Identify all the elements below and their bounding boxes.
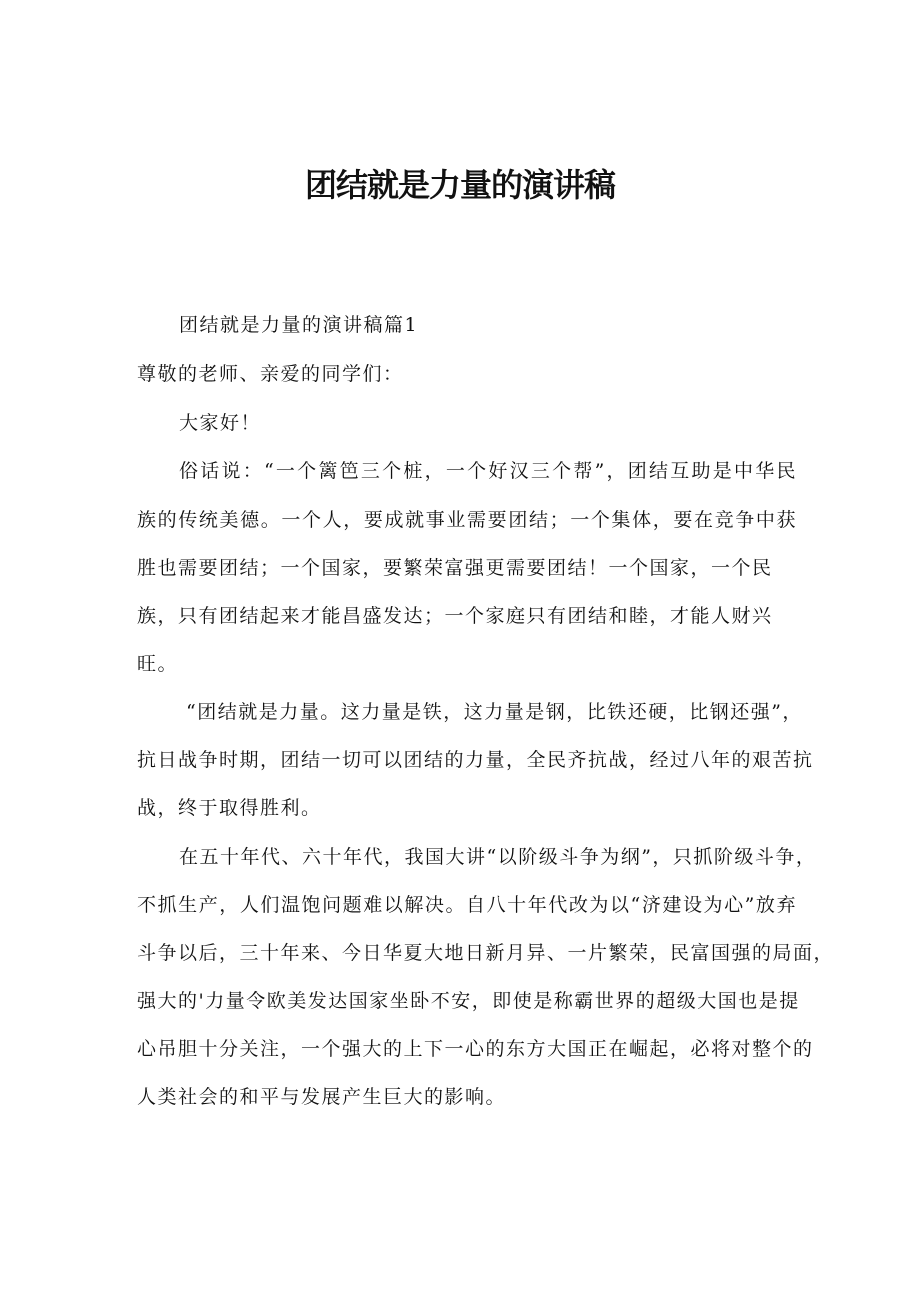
paragraph-2-line-2: 抗日战争时期，团结一切可以团结的力量，全民齐抗战，经过八年的艰苦抗 — [137, 749, 814, 771]
section-heading: 团结就是力量的演讲稿篇1 — [179, 314, 419, 336]
paragraph-3-line-5: 心吊胆十分关注，一个强大的上下一心的东方大国正在崛起，必将对整个的 — [137, 1038, 814, 1060]
paragraph-1-line-5: 旺。 — [137, 653, 179, 675]
paragraph-2-line-3: 战，终于取得胜利。 — [137, 797, 322, 819]
paragraph-3-line-2: 不抓生产，人们温饱问题难以解决。自八十年代改为以“济建设为心”放弃 — [137, 894, 797, 916]
paragraph-3-line-4: 强大的'力量令欧美发达国家坐卧不安，即使是称霸世界的超级大国也是提 — [137, 990, 800, 1012]
paragraph-1-line-2: 族的传统美德。一个人，要成就事业需要团结；一个集体，要在竞争中获 — [137, 509, 797, 531]
paragraph-2-line-1: “团结就是力量。这力量是铁，这力量是钢，比铁还硬，比钢还强”， — [186, 701, 803, 723]
paragraph-3-line-3: 斗争以后，三十年来、今日华夏大地日新月异、一片繁荣，民富国强的局面， — [137, 942, 835, 964]
paragraph-1-line-3: 胜也需要团结；一个国家，要繁荣富强更需要团结！一个国家，一个民 — [137, 557, 773, 579]
salutation: 尊敬的老师、亲爱的同学们： — [137, 363, 404, 385]
paragraph-1-line-1: 俗话说：“一个篱笆三个桩，一个好汉三个帮”，团结互助是中华民 — [179, 460, 797, 482]
paragraph-3-line-1: 在五十年代、六十年代，我国大讲“以阶级斗争为纲”，只抓阶级斗争， — [179, 846, 817, 868]
document-title: 团结就是力量的演讲稿 — [304, 166, 615, 204]
paragraph-3-line-6: 人类社会的和平与发展产生巨大的影响。 — [137, 1086, 507, 1108]
paragraph-1-line-4: 族，只有团结起来才能昌盛发达；一个家庭只有团结和睦，才能人财兴 — [137, 605, 773, 627]
greeting: 大家好！ — [179, 412, 262, 434]
